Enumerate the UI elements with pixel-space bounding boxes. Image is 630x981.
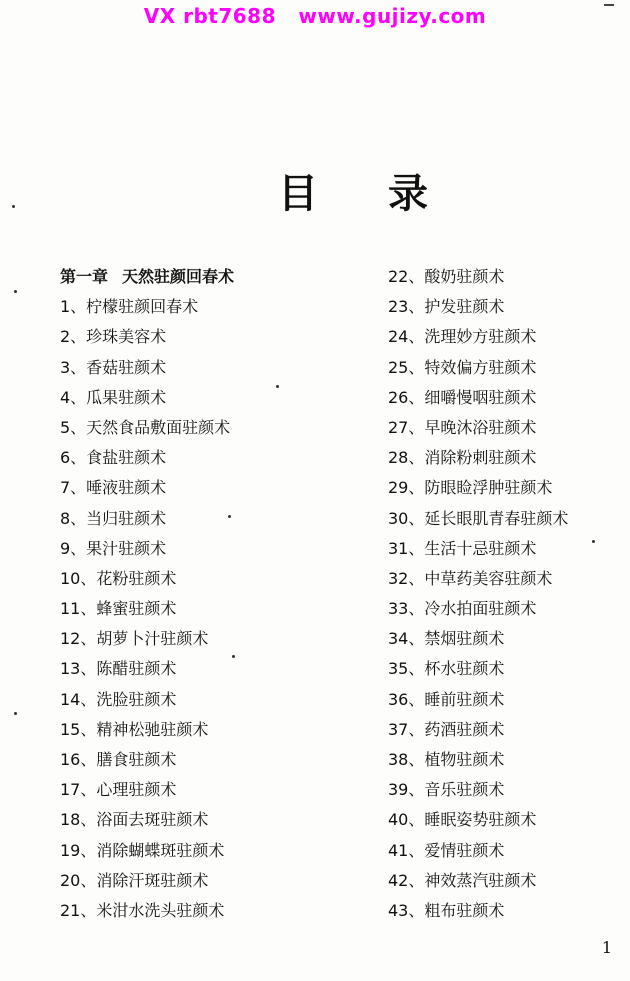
toc-entry: 42、神效蒸汽驻颜术 xyxy=(388,870,537,890)
scan-speck xyxy=(14,290,17,293)
toc-entry: 35、杯水驻颜术 xyxy=(388,659,505,679)
toc-entry: 16、膳食驻颜术 xyxy=(60,750,177,769)
toc-entry: 31、生活十忌驻颜术 xyxy=(388,538,537,558)
toc-entry: 40、睡眠姿势驻颜术 xyxy=(388,810,537,830)
scan-speck xyxy=(276,385,279,388)
toc-entry: 32、中草药美容驻颜术 xyxy=(388,568,553,588)
toc-entry: 2、珍珠美容术 xyxy=(60,327,167,347)
toc-entry: 39、音乐驻颜术 xyxy=(388,780,505,800)
toc-entry: 33、冷水拍面驻颜术 xyxy=(388,599,537,619)
scan-speck xyxy=(232,655,235,658)
toc-entry: 9、果汁驻颜术 xyxy=(60,538,167,558)
toc-entry: 13、陈醋驻颜术 xyxy=(60,659,177,679)
toc-entry: 1、柠檬驻颜回春术 xyxy=(60,297,199,317)
toc-entry: 6、食盐驻颜术 xyxy=(60,448,167,468)
toc-entry: 18、浴面去斑驻颜术 xyxy=(60,810,209,830)
toc-entry: 20、消除汗斑驻颜术 xyxy=(60,870,209,890)
toc-entry: 23、护发驻颜术 xyxy=(388,297,505,317)
toc-entry: 7、唾液驻颜术 xyxy=(60,478,167,498)
chapter-heading xyxy=(60,262,380,292)
toc-entry: 37、药酒驻颜术 xyxy=(388,719,505,739)
scan-speck xyxy=(592,540,595,543)
scan-speck xyxy=(228,515,231,518)
toc-entry: 14、洗脸驻颜术 xyxy=(60,689,177,709)
toc-entry: 34、禁烟驻颜术 xyxy=(388,629,505,649)
toc-entry: 17、心理驻颜术 xyxy=(60,780,177,800)
scan-speck xyxy=(12,205,15,208)
toc-entry: 3、香菇驻颜术 xyxy=(60,357,167,377)
toc-entry: 26、细嚼慢咽驻颜术 xyxy=(388,387,537,407)
toc-entry: 30、延长眼肌青春驻颜术 xyxy=(388,508,569,528)
chapter-name: 天然驻颜回春术 xyxy=(122,267,235,286)
toc-entry: 8、当归驻颜术 xyxy=(60,508,167,528)
toc-entry: 43、粗布驻颜术 xyxy=(388,900,505,920)
toc-entry: 19、消除蝴蝶斑驻颜术 xyxy=(60,840,225,860)
toc-entry: 38、植物驻颜术 xyxy=(388,750,505,769)
toc-entry: 36、睡前驻颜术 xyxy=(388,689,505,709)
toc-entry: 41、爱情驻颜术 xyxy=(388,840,505,860)
toc-entry: 5、天然食品敷面驻颜术 xyxy=(60,417,231,437)
toc-entry: 22、酸奶驻颜术 xyxy=(388,267,505,286)
page-title: 目录 xyxy=(278,171,498,217)
scan-speck xyxy=(14,712,17,715)
toc-entry: 11、蜂蜜驻颜术 xyxy=(60,599,177,619)
page-number: 1 xyxy=(601,938,612,957)
toc-entry: 15、精神松驰驻颜术 xyxy=(60,719,209,739)
toc-entry: 10、花粉驻颜术 xyxy=(60,568,177,588)
toc-entry: 25、特效偏方驻颜术 xyxy=(388,357,537,377)
toc-entry: 24、洗理妙方驻颜术 xyxy=(388,327,537,347)
toc-entry: 21、米泔水洗头驻颜术 xyxy=(60,900,225,920)
toc-entry: 4、瓜果驻颜术 xyxy=(60,387,167,407)
toc-entry: 28、消除粉刺驻颜术 xyxy=(388,448,537,468)
toc-left-column xyxy=(60,262,380,926)
toc-entry: 29、防眼睑浮肿驻颜术 xyxy=(388,478,553,498)
watermark-text: VX rbt7688 www.gujizy.com xyxy=(143,4,487,28)
chapter-number: 第一章 xyxy=(60,267,109,286)
toc-entry: 27、早晚沐浴驻颜术 xyxy=(388,417,537,437)
toc-right-column xyxy=(388,262,618,926)
toc-entry: 12、胡萝卜汁驻颜术 xyxy=(60,629,209,649)
